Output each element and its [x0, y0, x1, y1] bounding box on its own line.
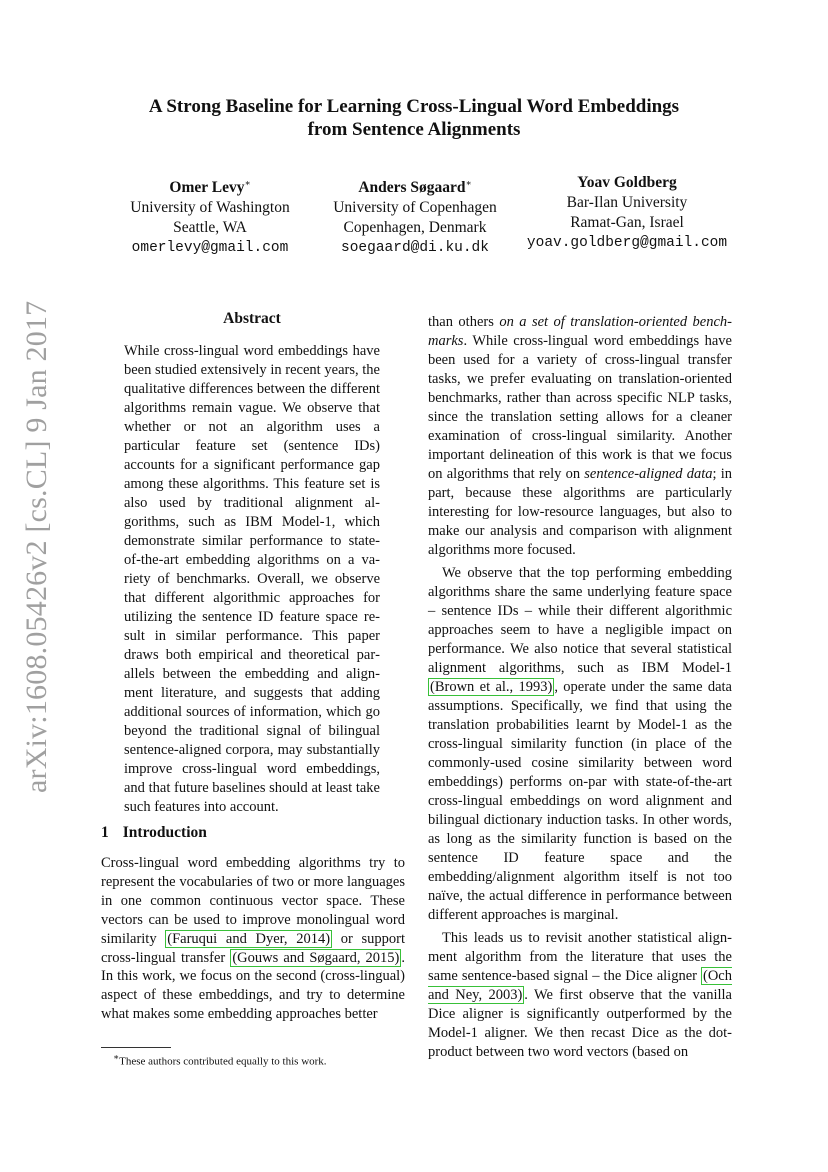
introduction-text — [101, 854, 405, 1024]
author-email: yoav.goldberg@gmail.com — [526, 235, 728, 251]
author-block-sogaard — [320, 173, 510, 258]
author-affiliation: Bar-Ilan University — [566, 194, 688, 211]
citation-link-och[interactable]: (Och and Ney, 2003) — [428, 968, 732, 1003]
right-column-text — [428, 313, 732, 1062]
author-email: soegaard@di.ku.dk — [341, 240, 489, 257]
section-title: Introduction — [122, 824, 207, 841]
author-name: Anders Søgaard∗ — [358, 178, 472, 197]
equal-contribution-mark: ∗ — [244, 178, 251, 188]
citation-link-faruqui[interactable]: (Faruqui and Dyer, 2014) — [167, 930, 331, 947]
footnote-divider — [101, 1047, 171, 1048]
right-paragraph-1: than others on a set of translation-oriented benchmarks. While cross-lingual word embeddings have been used for a variety of cross-lingual transfer tasks, we prefer evaluating on translation-oriented benchmarks, rather than across specific NLP tasks, since the translation setting allows for a cleaner examination of cross-lingual similarity. Another important delineation of this work is that we focus on algorithms that rely on sentence-aligned data; in part, because these algorithms are particularly interesting for low-resource languages, but also to make our analysis and comparison with alignment algorithms more focused. — [428, 314, 733, 558]
author-name: Yoav Goldberg — [577, 174, 677, 191]
citation-link-brown[interactable]: (Brown et al., 1993) — [430, 679, 553, 695]
footnote-text: These authors contributed equally to this work. — [119, 1055, 327, 1068]
section-heading-introduction — [101, 824, 207, 842]
equal-contribution-mark: ∗ — [465, 178, 472, 188]
abstract-text — [124, 342, 380, 817]
author-email: omerlevy@gmail.com — [131, 240, 289, 257]
author-location: Copenhagen, Denmark — [343, 219, 487, 237]
author-block-levy — [110, 173, 310, 258]
section-number: 1 — [101, 824, 109, 841]
footnote — [113, 1050, 327, 1069]
abstract-paragraph: While cross-lingual word embeddings have been studied extensively in recent years, the qualitative differences between the different algorithms remain vague. We observe that whether or not an algorithm uses a particular feature set (sentence IDs) accounts for a significant performance gap among these algorithms. This feature set is also used by traditional alignment algorithms, such as IBM Model-1, which demonstrate similar performance to state-of-the-art embedding algorithms on a variety of benchmarks. Overall, we observe that different algorithmic approaches for utilizing the sentence ID feature space result in similar performance. This paper draws both empirical and theoretical parallels between the embedding and alignment literature, and suggests that adding additional sources of information, which go beyond the traditional signal of bilingual sentence-aligned corpora, may substantially improve cross-lingual word embeddings, and that future baselines should at least take such features into account. — [124, 343, 380, 815]
author-location: Seattle, WA — [173, 219, 247, 237]
author-block-goldberg — [512, 173, 742, 253]
intro-paragraph: Cross-lingual word embedding algorithms try to represent the vocabularies of two or more languages in one common continuous vector space. These vectors can be used to improve monolingual word similarity (Faruqui and Dyer, 2014) or support cross-lingual transfer (Gouws and Søgaard, 2015) . In this work, we focus on the second (cross-lingual) aspect of these embeddings, and try to determine what makes some embedding approaches better — [101, 855, 405, 1023]
title-line-1: A Strong Baseline for Learning Cross-Lingual Word Embeddings — [148, 96, 680, 117]
author-location: Ramat-Gan, Israel — [570, 214, 684, 231]
citation-link-gouws[interactable]: (Gouws and Søgaard, 2015) — [232, 949, 400, 966]
right-paragraph-3: This leads us to revisit another statistical alignment algorithm from the literature that uses the same sentence-based signal – the Dice aligner (Och and Ney, 2003) . We first observe that the vanilla Dice aligner is significantly outperformed by the Model-1 aligner. We then recast Dice as the dot-product between two word vectors (based on — [428, 930, 732, 1060]
footnote-mark: ∗ — [113, 1052, 120, 1062]
paper-title — [100, 95, 728, 141]
arxiv-identifier-sidebar: arXiv:1608.05426v2 [cs.CL] 9 Jan 2017 — [20, 300, 53, 793]
author-affiliation: University of Washington — [130, 199, 290, 217]
abstract-heading: Abstract — [223, 310, 281, 327]
author-name: Omer Levy∗ — [169, 178, 251, 197]
author-affiliation: University of Copenhagen — [333, 199, 497, 217]
title-line-2: from Sentence Alignments — [307, 119, 521, 140]
right-paragraph-2: We observe that the top performing embedding algorithms share the same underlying feature space – sentence IDs – while their different algorithmic approaches seem to have a negligible impact on performance. We also notice that several statistical alignment algorithms, such as IBM Model-1 (Brown et al., 1993) , operate under the same data assumptions. Specifically, we find that using the translation probabilities learnt by Model-1 as the cross-lingual similarity function (in place of the commonly-used cosine similarity between word embeddings) performs on-par with state-of-the-art cross-lingual embeddings on word alignment and bilingual dictionary induction tasks. In other words, as long as the similarity function is based on the sentence ID feature space and the embedding/alignment algorithm itself is not too naïve, the actual difference in performance between different approaches is marginal. — [428, 565, 732, 923]
